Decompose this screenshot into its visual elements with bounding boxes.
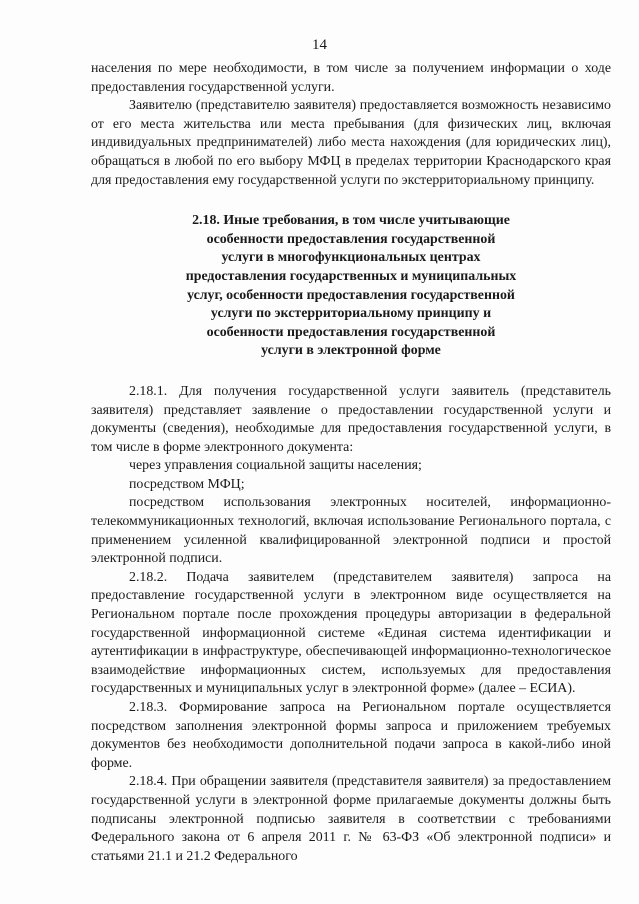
heading-line: предоставления государственных и муниципальных: [185, 268, 517, 284]
heading-line: услуги в электронной форме: [261, 343, 441, 359]
heading-line: услуги в многофункциональных центрах: [221, 250, 481, 266]
heading-line: услуг, особенности предоставления государственной: [187, 287, 515, 303]
document-body: [91, 60, 611, 866]
heading-line: особенности предоставления государственной: [206, 231, 496, 247]
paragraph-2-18-3: 2.18.3. Формирование запроса на Региональном портале осуществляется посредством заполнения электронной формы запроса и приложением требуемых документов без необходимости дополнительной подачи запроса в какой-либо иной форме.: [91, 700, 611, 771]
paragraph-2-18-4: 2.18.4. При обращении заявителя (представителя заявителя) за предоставлением государственной услуги в электронной форме прилагаемые документы должны быть подписаны электронной подписью заявителя в соответствии с требованиями Федерального закона от 6 апреля 2011 г. № 63-ФЗ «Об электронной подписи» и статьями 21.1 и 21.2 Федерального: [91, 774, 611, 864]
list-item-mfc: посредством МФЦ;: [129, 476, 245, 492]
paragraph-2-18-2: 2.18.2. Подача заявителем (представителем заявителя) запроса на предоставление государственной услуги в электронном виде осуществляется на Региональном портале после прохождения процедуры авторизации в федеральной государственной информационной системе «Единая система идентификации и аутентификации в инфраструктуре, обеспечивающей информационно-технологическое взаимодействие информационных систем, используемых для предоставления государственных и муниципальных услуг в электронной форме» (далее – ЕСИА).: [91, 569, 611, 697]
paragraph-continuation: населения по мере необходимости, в том числе за получением информации о ходе предоставления государственной услуги.: [91, 61, 611, 95]
paragraph-2-18-1: 2.18.1. Для получения государственной услуги заявитель (представитель заявителя) представляет заявление о предоставлении государственной услуги и документы (сведения), необходимые для предоставления государственной услуги, в том числе в форме электронного документа:: [91, 383, 611, 455]
page-number: 14: [312, 37, 327, 53]
section-heading-2-18: [91, 212, 611, 361]
list-item-social-protection: через управления социальной защиты населения;: [129, 458, 422, 474]
paragraph-exterritorial: Заявителю (представителю заявителя) предоставляется возможность независимо от его места жительства или места пребывания (для физических лиц, включая индивидуальных предпринимателей) либо места нахождения (для юридических лиц), обращаться в любой по его выбору МФЦ в пределах территории Краснодарского края для предоставления ему государственной услуги по экстерриториальному принципу.: [91, 98, 611, 188]
list-item-electronic: посредством использования электронных носителей, информационно-телекоммуникационных технологий, включая использование Регионального портала, с применением усиленной квалифицированной электронной подписи и простой электронной подписи.: [91, 495, 611, 567]
heading-line: 2.18. Иные требования, в том числе учитывающие: [192, 213, 510, 229]
heading-line: особенности предоставления государственной: [206, 324, 496, 340]
heading-line: услуги по экстерриториальному принципу и: [210, 306, 492, 322]
